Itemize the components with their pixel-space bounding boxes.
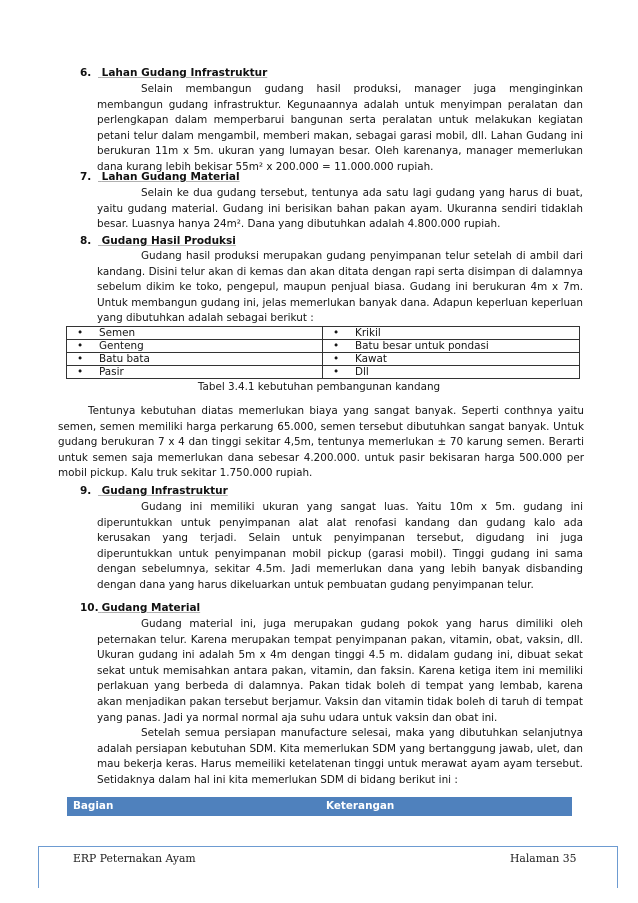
- section-number: 8.: [80, 235, 92, 247]
- section-7-heading: [80, 171, 240, 183]
- section-7-body: [97, 186, 583, 233]
- cost-paragraph: [58, 404, 584, 482]
- table-cell: Batu besar untuk pondasi: [355, 340, 489, 352]
- table-cell: Kawat: [355, 353, 387, 365]
- section-title: Gudang Hasil Produksi: [101, 235, 236, 247]
- section-8-heading: [80, 235, 236, 247]
- bullet: •: [77, 340, 84, 352]
- section-9-heading: [80, 485, 228, 497]
- table-cell: Batu bata: [99, 353, 150, 365]
- table-cell: Pasir: [99, 366, 124, 378]
- table-row: [67, 327, 580, 340]
- paragraph: Selain ke dua gudang tersebut, tentunya ada satu lagi gudang yang harus di buat, yaitu gudang material. Gudang ini berisikan bahan pakan ayam. Ukuranna sendiri tidaklah besar. Luasnya hanya 24m². Dana yang dibutuhkan adalah 4.800.000 rupiah.: [97, 187, 583, 231]
- footer-divider: [38, 846, 618, 847]
- paragraph: Setelah semua persiapan manufacture selesai, maka yang dibutuhkan selanjutnya adalah persiapan kebutuhan SDM. Kita memerlukan SDM yang bertanggung jawab, ulet, dan mau bekerja keras. Harus memeiliki ketelatenan tinggi untuk merawat ayam ayam tersebut. Setidaknya dalam hal ini kita memerlukan SDM di bidang berikut ini :: [97, 727, 583, 786]
- table-cell: Semen: [99, 327, 136, 339]
- section-10-heading: [80, 602, 200, 614]
- paragraph: Gudang ini memiliki ukuran yang sangat luas. Yaitu 10m x 5m. gudang ini diperuntukkan untuk penyimpanan alat alat renofasi kandang dan gudang kalo ada kerusakan yang terjadi. Selain untuk penyimpanan tersebut, digudang ini juga diperuntukkan untuk penyimpanan mobil pickup (garasi mobil). Tinggi gudang ini sama dengan sebelumnya, sekitar 4.5m. Jadi memerlukan dana yang lebih banyak disbanding dengan dana yang harus dikeluarkan untuk pembuatan gudang penyimpanan telur.: [97, 501, 583, 591]
- paragraph: Gudang material ini, juga merupakan gudang pokok yang harus dimiliki oleh peternakan telur. Karena merupakan tempat penyimpanan pakan, vitamin, obat, vaksin, dll. Ukuran gudang ini adalah 5m x 4m dengan tinggi 4.5 m. didalam gudang ini, dibuat sekat sekat untuk memisahkan antara pakan, vitamin, dan faksin. Karena ketiga item ini memiliki perlakuan yang berbeda di dalamnya. Pakan tidak boleh di tempat yang lembab, karena akan menjadikan pakan tersebut berjamur. Vaksin dan vitamin tidak boleh di taruh di tempat yang panas. Jadi ya normal normal aja suhu udara untuk vaksin dan obat ini.: [97, 618, 583, 724]
- paragraph: Gudang hasil produksi merupakan gudang penyimpanan telur setelah di ambil dari kandang. Disini telur akan di kemas dan akan ditata dengan rapi serta disimpan di dalamnya sebelum dikim ke toko, pengepul, maupun penjual biasa. Gudang ini berukuran 4m x 7m. Untuk membangun gudang ini, jelas memerlukan banyak dana. Adapun keperluan keperluan yang dibutuhkan adalah sebagai berikut :: [97, 250, 583, 325]
- section-title: Gudang Material: [101, 602, 201, 614]
- bullet: •: [77, 353, 84, 365]
- table-caption: Tabel 3.4.1 kebutuhan pembangunan kandang: [197, 381, 441, 393]
- paragraph: Selain membangun gudang hasil produksi, manager juga menginginkan membangun gudang infrastruktur. Kegunaannya adalah untuk menyimpan peralatan dan perlengkapan dalam memperbarui bangunan serta peralatan untuk melakukan kegiatan petani telur dalam mengambil, memberi makan, sebagai garasi mobil, dll. Lahan Gudang ini berukuran 11m x 5m. ukuran yang lumayan besar. Oleh karenanya, manager memerlukan dana kurang lebih bekisar 55m² x 200.000 = 11.000.000 rupiah.: [97, 83, 583, 173]
- table-cell: Krikil: [355, 327, 381, 339]
- section-title: Lahan Gudang Material: [101, 171, 240, 183]
- footer-border-right: [617, 846, 618, 888]
- bullet: •: [333, 340, 340, 352]
- section-9-body: [97, 500, 583, 594]
- bullet: •: [333, 366, 340, 378]
- section-6-body: [97, 82, 583, 176]
- sdm-table-header: [67, 797, 572, 816]
- section-number: 6.: [80, 67, 92, 79]
- column-header-keterangan: Keterangan: [326, 800, 395, 812]
- section-10-body: [97, 617, 583, 789]
- section-8-body: [97, 249, 583, 327]
- bullet: •: [333, 327, 340, 339]
- needs-table: [66, 326, 580, 379]
- footer-border-left: [38, 846, 39, 888]
- footer-document-title: ERP Peternakan Ayam: [73, 852, 196, 865]
- section-title: Lahan Gudang Infrastruktur: [101, 67, 268, 79]
- footer-page-number: Halaman 35: [510, 852, 577, 865]
- table-cell: Genteng: [99, 340, 144, 352]
- table-cell: Dll: [355, 366, 369, 378]
- section-number: 10.: [80, 602, 99, 614]
- bullet: •: [77, 366, 84, 378]
- bullet: •: [77, 327, 84, 339]
- table-row: [67, 340, 580, 353]
- table-row: [67, 366, 580, 379]
- column-header-bagian: Bagian: [73, 800, 114, 812]
- section-title: Gudang Infrastruktur: [101, 485, 228, 497]
- section-6-heading: [80, 67, 267, 79]
- table-row: [67, 353, 580, 366]
- section-number: 7.: [80, 171, 92, 183]
- section-number: 9.: [80, 485, 92, 497]
- bullet: •: [333, 353, 340, 365]
- paragraph: Tentunya kebutuhan diatas memerlukan biaya yang sangat banyak. Seperti conthnya yaitu semen, semen memiliki harga perkarung 65.000, semen tersebut dibutuhkan sangat banyak. Untuk gudang berukuran 7 x 4 dan tinggi sekitar 4,5m, tentunya memerlukan ± 70 karung semen. Berarti untuk semen saja memerlukan dana sebesar 4.200.000. untuk pasir bekisaran harga 500.000 per mobil pickup. Kalu truk sekitar 1.750.000 rupiah.: [58, 405, 584, 480]
